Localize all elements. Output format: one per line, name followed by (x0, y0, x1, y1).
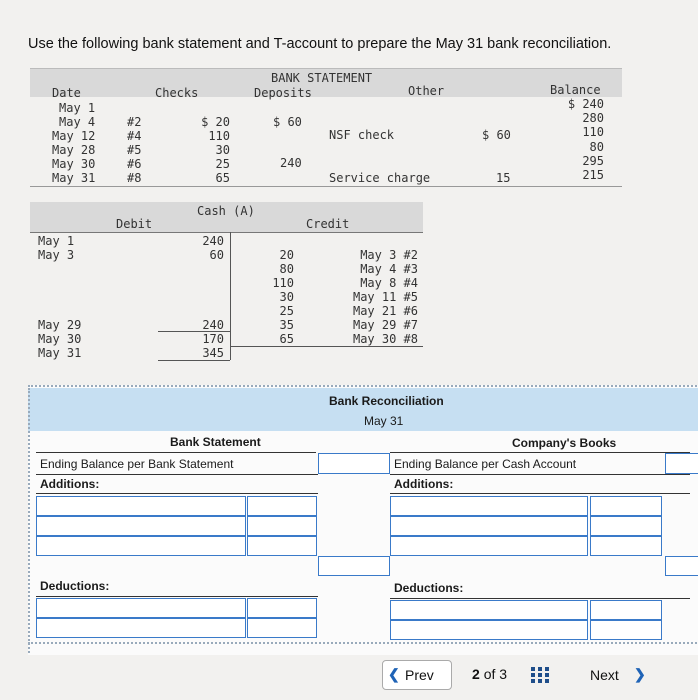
t-account-divider (230, 232, 231, 360)
next-button[interactable] (578, 660, 658, 690)
bank-addition-amount-input[interactable] (247, 536, 317, 556)
books-addition-description-input[interactable] (390, 536, 588, 556)
row-rule (390, 452, 690, 453)
t-account-title: Cash (A) (197, 204, 255, 218)
bank-row-date: May 1 (59, 101, 96, 115)
bank-addition-amount-input[interactable] (247, 516, 317, 536)
prev-button[interactable] (382, 660, 452, 690)
debit-date: May 30 (38, 332, 82, 346)
bank-ending-amount-input[interactable] (318, 453, 390, 474)
debit-balance: 345 (202, 346, 224, 360)
instruction-text: Use the following bank statement and T-account to prepare the May 31 bank reconciliation. (28, 36, 612, 52)
t-account-credit-label: Credit (306, 217, 350, 231)
debit-amount: 240 (202, 318, 224, 332)
credit-ref: May 3 #2 (360, 248, 418, 262)
debit-subtotal-rule (158, 331, 230, 332)
books-addition-amount-input[interactable] (590, 516, 662, 536)
books-deduction-description-input[interactable] (390, 600, 588, 620)
bank-row-check-no: #4 (127, 129, 142, 143)
credit-amount: 20 (279, 248, 294, 262)
bank-row-check-amt: 25 (215, 157, 230, 171)
col-header-deposits: Deposits (254, 86, 312, 100)
col-header-balance: Balance (550, 83, 601, 97)
books-addition-amount-input[interactable] (590, 536, 662, 556)
credit-amount: 25 (279, 304, 294, 318)
bank-row-check-no: #8 (127, 171, 142, 185)
books-addition-description-input[interactable] (390, 516, 588, 536)
credit-amount: 65 (279, 332, 294, 346)
chevron-left-icon: ❮ (388, 666, 400, 682)
page-current: 2 (472, 666, 480, 682)
bank-statement-title: BANK STATEMENT (271, 71, 373, 85)
bank-row-check-no: #6 (127, 157, 142, 171)
bank-additions-label: Additions: (40, 477, 100, 491)
books-addition-description-input[interactable] (390, 496, 588, 516)
reconciliation-title: Bank Reconciliation (329, 394, 444, 408)
row-rule (36, 596, 318, 597)
page-total: 3 (499, 666, 508, 682)
bank-row-deposit: 240 (280, 156, 302, 170)
debit-amount: 170 (202, 332, 224, 346)
books-deduction-amount-input[interactable] (590, 600, 662, 620)
chevron-right-icon: ❯ (634, 666, 646, 682)
bank-row-balance: $ 240 (567, 97, 604, 111)
bank-deduction-description-input[interactable] (36, 618, 246, 638)
col-header-other: Other (408, 84, 445, 98)
credit-ref: May 8 #4 (360, 276, 418, 290)
prev-button-label: Prev (405, 667, 434, 683)
bank-ending-label: Ending Balance per Bank Statement (40, 457, 234, 471)
credit-ref: May 30 #8 (352, 332, 418, 346)
debit-date: May 31 (38, 346, 82, 360)
col-header-checks: Checks (155, 86, 199, 100)
credit-amount: 80 (279, 262, 294, 276)
credit-amount: 35 (279, 318, 294, 332)
credit-ref: May 29 #7 (352, 318, 418, 332)
books-ending-amount-input[interactable] (665, 453, 698, 474)
row-rule (36, 493, 318, 494)
debit-date: May 1 (38, 234, 75, 248)
books-deduction-description-input[interactable] (390, 620, 588, 640)
books-ending-label: Ending Balance per Cash Account (394, 457, 577, 471)
bank-row-balance: 215 (582, 168, 604, 182)
credit-end-rule (230, 346, 423, 347)
credit-amount: 110 (272, 276, 294, 290)
bank-addition-description-input[interactable] (36, 536, 246, 556)
bank-addition-description-input[interactable] (36, 516, 246, 536)
grid-icon[interactable] (531, 667, 549, 683)
row-rule (390, 493, 690, 494)
bank-row-deposit: $ 60 (273, 115, 302, 129)
bank-row-check-no: #5 (127, 143, 142, 157)
bank-addition-description-input[interactable] (36, 496, 246, 516)
form-bottom-border (28, 642, 698, 644)
bank-row-other-amt: 15 (496, 171, 511, 185)
bank-row-check-amt: $ 20 (201, 115, 230, 129)
reconciliation-date: May 31 (364, 414, 404, 428)
bank-row-date: May 28 (52, 143, 96, 157)
debit-date: May 3 (38, 248, 75, 262)
bank-row-check-no: #2 (127, 115, 142, 129)
bank-row-other-desc: Service charge (329, 171, 431, 185)
bank-additions-total-input[interactable] (318, 556, 390, 576)
bank-deduction-amount-input[interactable] (247, 618, 317, 638)
bank-side-heading: Bank Statement (170, 435, 261, 449)
debit-amount: 60 (209, 248, 224, 262)
bank-row-other-desc: NSF check (329, 128, 395, 142)
next-button-label: Next (590, 667, 619, 683)
bank-statement-table (30, 68, 622, 187)
credit-ref: May 4 #3 (360, 262, 418, 276)
books-side-heading: Company's Books (512, 436, 617, 450)
books-addition-amount-input[interactable] (590, 496, 662, 516)
debit-date: May 29 (38, 318, 82, 332)
credit-amount: 30 (279, 290, 294, 304)
bank-deduction-amount-input[interactable] (247, 598, 317, 618)
row-rule (36, 474, 318, 475)
page-indicator (472, 666, 507, 682)
row-rule (390, 474, 690, 475)
bank-row-other-amt: $ 60 (482, 128, 511, 142)
t-account-rule (30, 232, 423, 233)
bank-row-check-amt: 110 (208, 129, 230, 143)
form-left-border (28, 388, 30, 653)
bank-row-date: May 31 (52, 171, 96, 185)
credit-ref: May 21 #6 (352, 304, 418, 318)
t-account-debit-label: Debit (116, 217, 153, 231)
row-rule (390, 598, 690, 599)
bank-addition-amount-input[interactable] (247, 496, 317, 516)
debit-total-rule (158, 360, 230, 361)
bank-row-check-amt: 30 (215, 143, 230, 157)
bank-deductions-label: Deductions: (40, 579, 110, 593)
bank-row-date: May 12 (52, 129, 96, 143)
bank-row-date: May 4 (59, 115, 96, 129)
books-additions-total-input[interactable] (665, 556, 698, 576)
bank-row-balance: 110 (582, 125, 604, 139)
row-rule (36, 452, 316, 453)
page-of: of (483, 666, 496, 682)
col-header-date: Date (52, 86, 81, 100)
form-top-border (28, 385, 698, 387)
bank-row-date: May 30 (52, 157, 96, 171)
bank-row-balance: 280 (582, 111, 604, 125)
books-deductions-label: Deductions: (394, 581, 464, 595)
bank-row-check-amt: 65 (215, 171, 230, 185)
books-deduction-amount-input[interactable] (590, 620, 662, 640)
books-additions-label: Additions: (394, 477, 454, 491)
bank-row-balance: 80 (589, 140, 604, 154)
bank-deduction-description-input[interactable] (36, 598, 246, 618)
credit-ref: May 11 #5 (352, 290, 418, 304)
bank-row-balance: 295 (582, 154, 604, 168)
debit-amount: 240 (202, 234, 224, 248)
